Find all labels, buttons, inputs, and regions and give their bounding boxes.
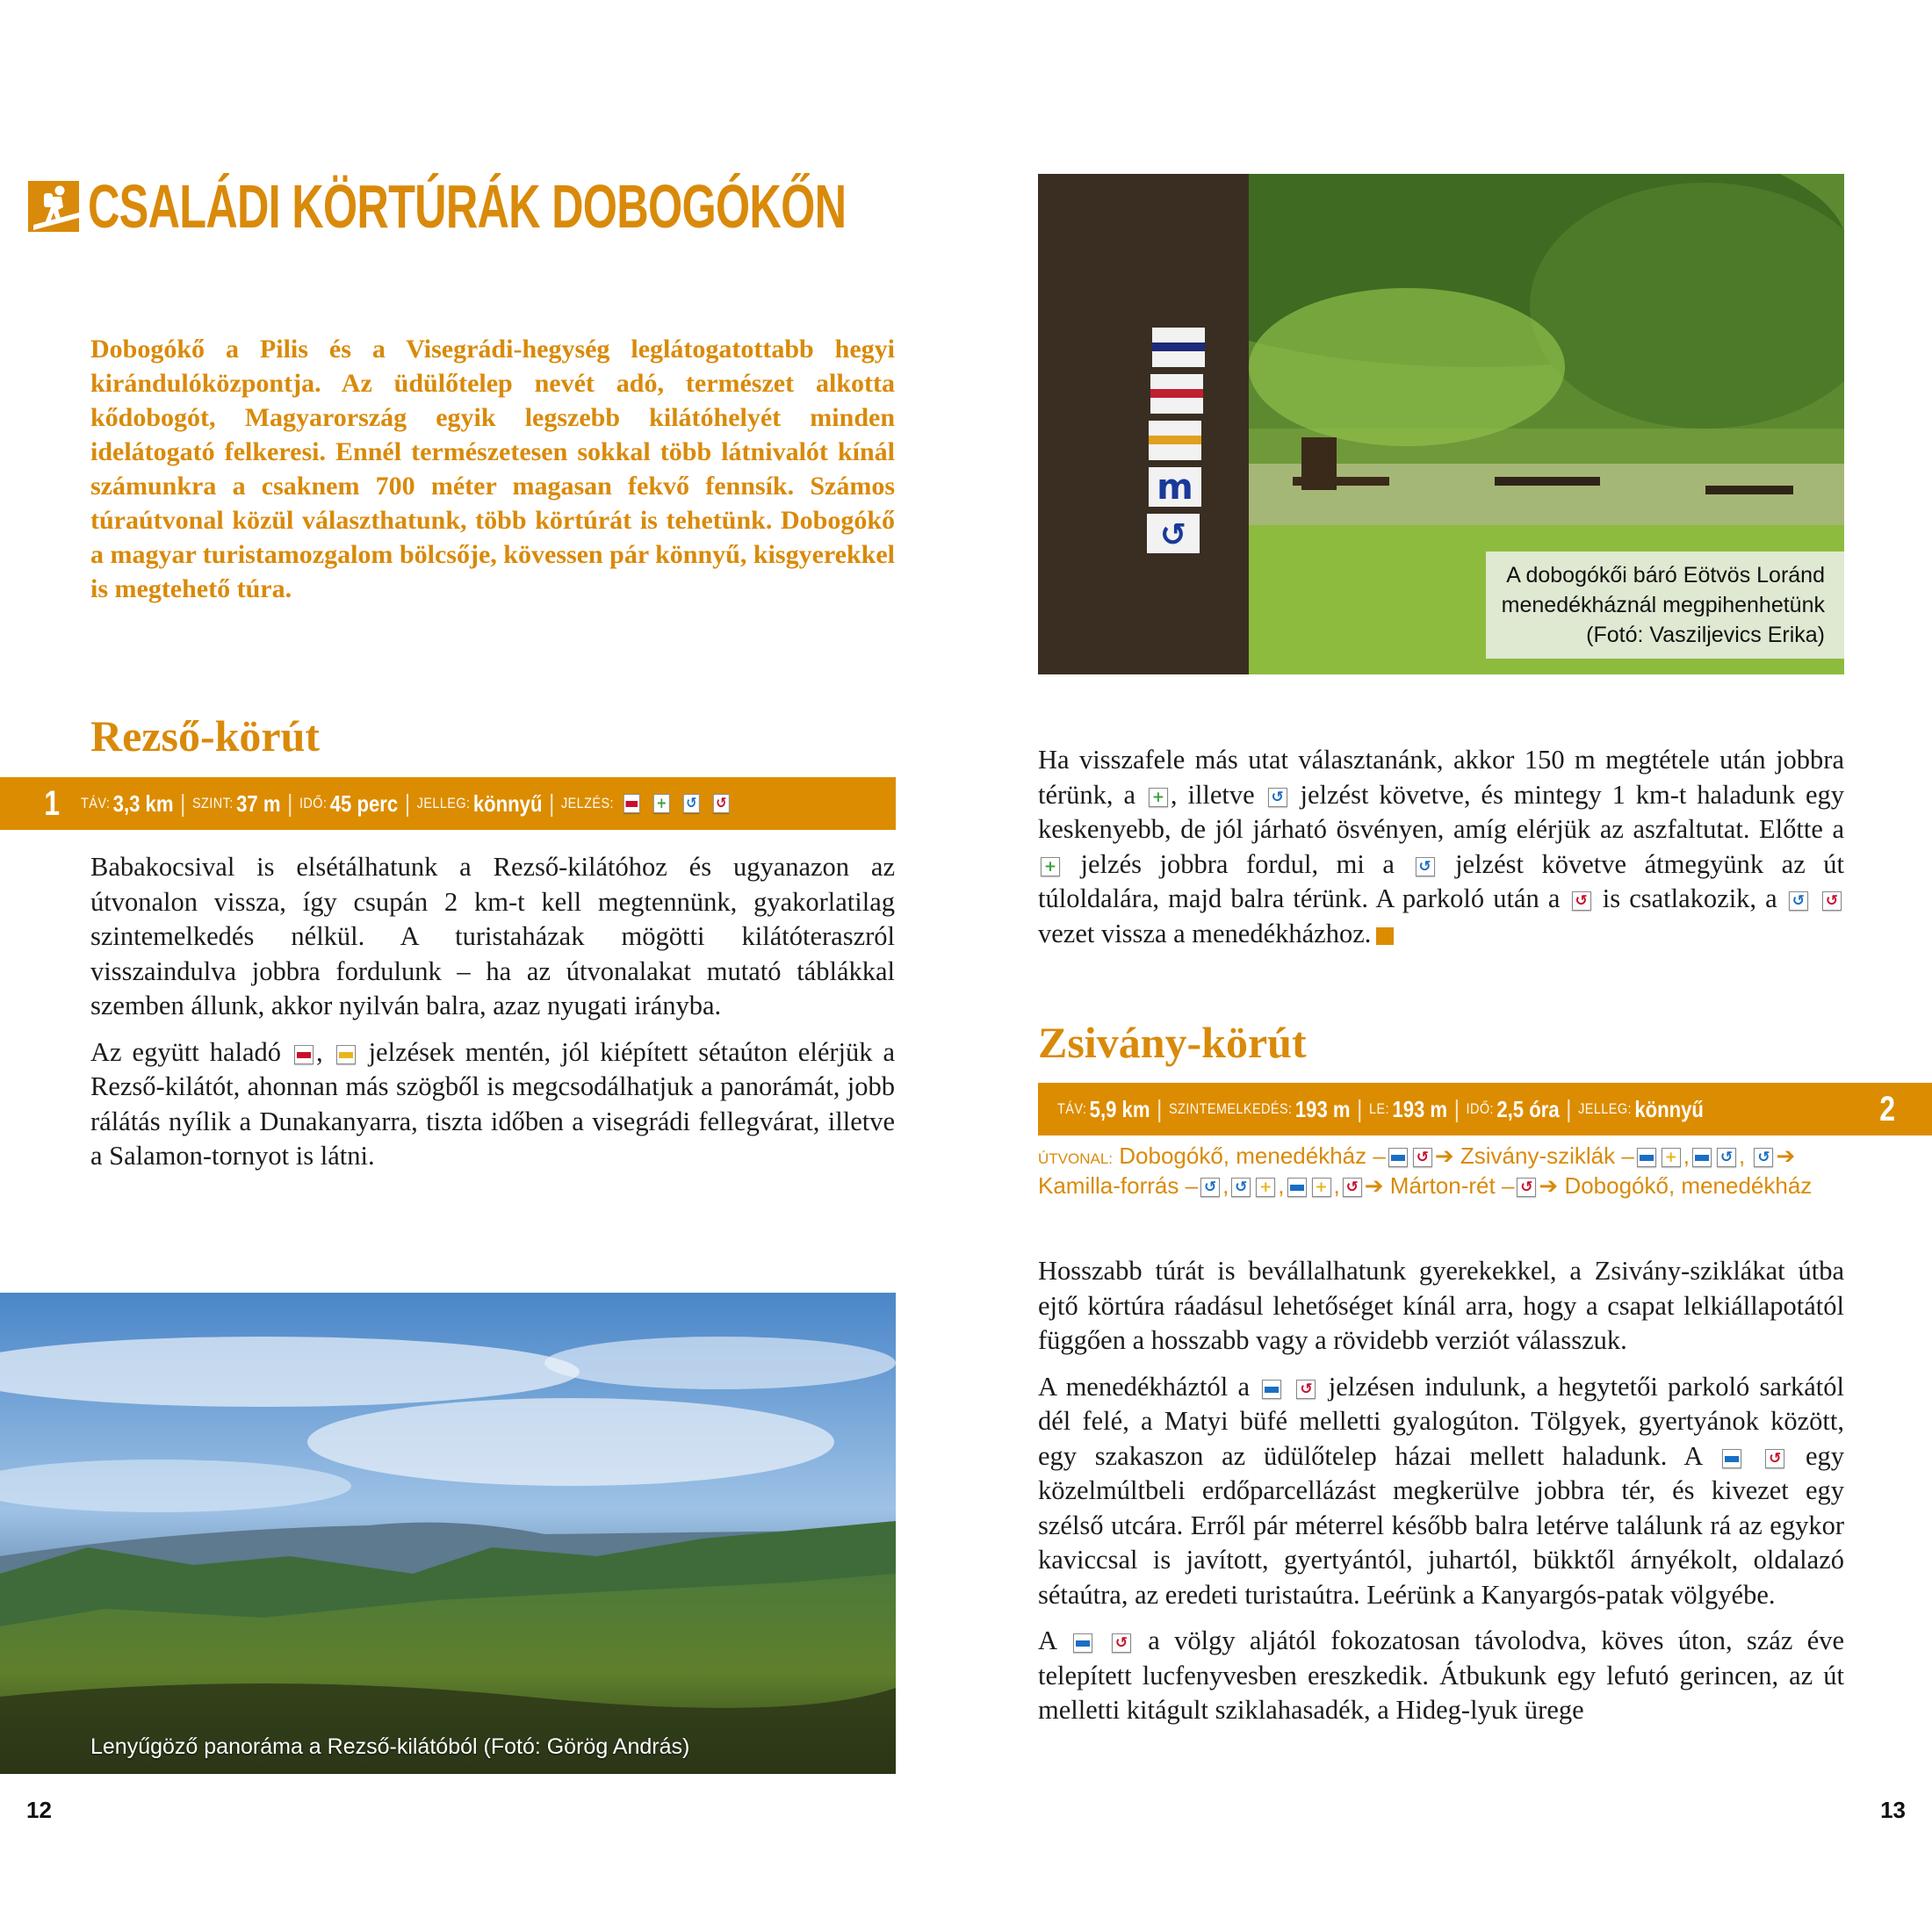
- text-span: jelzések mentén, jól kiépített sétaúton elérjük a Rezső-kilátót, ahonnan más szögből is megcsodálhatjuk a panorámát, jobb rálátás nyílik a Dunakanyarra, tiszta időben a visegrádi fellegvárat, illetve a Salamon-tornyot is látni.: [90, 1036, 895, 1171]
- difficulty-value: könnyű: [473, 789, 543, 817]
- red-loop-marker-icon: ↺: [1572, 891, 1591, 911]
- elevation-label: SZINT:: [192, 795, 234, 811]
- text-span: jelzést követve, és mintegy 1 km-t haladunk egy keskenyebb, de jól járható ösvényen, amíg elérjük az aszfaltutat. Előtte a: [1038, 779, 1845, 844]
- route2-stats-bar: TÁV: 5,9 km | SZINTEMELKEDÉS: 193 m | LE: 193 m | IDŐ: 2,5 óra | JELLEG: könnyű 2: [1038, 1083, 1932, 1135]
- text-span: Az együtt haladó: [90, 1036, 282, 1067]
- time-value: 2,5 óra: [1496, 1095, 1560, 1122]
- descent-value: 193 m: [1392, 1095, 1448, 1122]
- intro-paragraph: Dobogókő a Pilis és a Visegrádi-hegység leglátogatottabb hegyi kirándulóközpontja. Az üdülőtelep nevét adó, természet alkotta kődobogót, Magyarország egyik legszebb kilátóhelyét minden idelátogató felkeresi. Ennél természetesen sokkal több látnivalót kínál számunkra a csaknem 700 méter magasan fekvő fennsík. Számos túraútvonal közül választhatunk, több körtúrát is tehetünk. Dobogókő a magyar turistamozgalom bölcsője, kövessen pár könnyű, kisgyerekkel is megtehető túra.: [90, 335, 895, 603]
- arrow-icon: ➔: [1539, 1172, 1559, 1199]
- green-cross-marker-icon: +: [1041, 857, 1060, 876]
- shelter-photo-caption: [1486, 551, 1844, 659]
- blue-loop-marker-icon: ↺: [1754, 1148, 1773, 1167]
- distance-label: TÁV:: [81, 795, 111, 811]
- blue-loop-marker-icon: ↺: [1231, 1178, 1251, 1197]
- elevation-value: 193 m: [1294, 1095, 1351, 1122]
- yellow-cross-marker-icon: +: [1662, 1148, 1681, 1167]
- itinerary-stop: Márton-rét: [1389, 1172, 1496, 1199]
- text-span: ,: [316, 1036, 323, 1067]
- elevation-value: 37 m: [236, 789, 281, 817]
- text-span: Ha visszafele más utat választanánk, akkor 150 m megtétele után jobbra térünk, a: [1038, 745, 1844, 810]
- svg-text:m: m: [1157, 467, 1193, 508]
- elevation-label: SZINTEMELKEDÉS:: [1168, 1100, 1293, 1117]
- red-loop-marker-icon: ↺: [1296, 1380, 1316, 1399]
- arrow-icon: ➔: [1364, 1172, 1384, 1199]
- time-label: IDŐ:: [1466, 1100, 1494, 1117]
- end-mark-icon: [1376, 927, 1394, 945]
- text-span: is csatlakozik, a: [1602, 883, 1777, 913]
- route1-paragraph-3: [1038, 743, 1844, 951]
- blue-stripe-marker-icon: [1637, 1148, 1656, 1167]
- route2-paragraph-2: [1038, 1370, 1844, 1613]
- text-span: egy közelmúltbeli erdőparcellázást megkerülve jobbra tér, és kivezet egy szélső utcára. Erről pár méterrel később balra letérve találunk rá az egykor kaviccsal is javított, gyertyántól, juhartól, bükktől árnyékolt, oldalazó sétaútra, az eredeti turistaútra. Leérünk a Kanyargós-patak völgyébe.: [1038, 1440, 1844, 1610]
- svg-text:↺: ↺: [1159, 517, 1187, 553]
- blue-stripe-marker-icon: [1287, 1178, 1307, 1197]
- red-loop-marker-icon: ↺: [1517, 1178, 1536, 1197]
- blue-loop-marker-icon: ↺: [1717, 1148, 1736, 1167]
- route2-itinerary: ÚTVONAL: Dobogókő, menedékház – ↺ ➔ Zsivány-sziklák – + , ↺ , ↺ ➔ Kamilla-forrás – ↺ , ↺ + , + , ↺ ➔ Márton-rét – ↺ ➔ Dobogókő, menedékház: [1038, 1143, 1813, 1199]
- distance-value: 3,3 km: [112, 789, 174, 817]
- caption-line: A dobogókői báró Eötvös Loránd: [1506, 563, 1825, 588]
- text-span: A: [1038, 1626, 1056, 1655]
- blue-stripe-marker-icon: [1262, 1380, 1281, 1399]
- text-span: , illetve: [1170, 779, 1255, 810]
- red-loop-marker-icon: ↺: [1822, 891, 1842, 911]
- blue-loop-marker-icon: ↺: [1268, 788, 1287, 807]
- time-label: IDŐ:: [299, 795, 328, 811]
- hiker-icon: [28, 181, 79, 232]
- red-loop-marker-icon: ↺: [1112, 1633, 1131, 1653]
- descent-label: LE:: [1369, 1100, 1389, 1117]
- blue-stripe-marker-icon: [1692, 1148, 1712, 1167]
- text-span: vezet vissza a menedékházhoz.: [1038, 918, 1372, 948]
- route1-paragraph-2: [90, 1035, 895, 1174]
- yellow-cross-marker-icon: +: [1256, 1178, 1275, 1197]
- blue-loop-marker-icon: ↺: [683, 794, 700, 813]
- arrow-icon: ➔: [1434, 1143, 1454, 1169]
- yellow-stripe-marker-icon: [336, 1045, 356, 1064]
- chapter-header: [28, 172, 1141, 241]
- difficulty-value: könnyű: [1634, 1095, 1704, 1122]
- text-span: jelzés jobbra fordul, mi a: [1080, 848, 1395, 879]
- itinerary-stop: Dobogókő, menedékház: [1564, 1172, 1813, 1199]
- route2-paragraph-1: Hosszabb túrát is bevállalhatunk gyerekekkel, a Zsivány-sziklákat útba ejtő körtúra ráadásul lehetőséget kínál arra, hogy a csapat lelkiállapotától függően a hosszabb vagy a rövidebb verziót válasszuk.: [1038, 1256, 1844, 1355]
- route2-heading: Zsivány-körút: [1038, 1018, 1307, 1067]
- yellow-cross-marker-icon: +: [1312, 1178, 1331, 1197]
- itinerary-stop: Dobogókő, menedékház: [1119, 1143, 1367, 1169]
- distance-value: 5,9 km: [1089, 1095, 1150, 1122]
- route1-body: [90, 850, 895, 1186]
- chapter-title: CSALÁDI KÖRTÚRÁK DOBOGÓKŐN: [88, 172, 847, 241]
- blue-loop-marker-icon: ↺: [1200, 1178, 1220, 1197]
- red-stripe-marker-icon: [624, 794, 640, 813]
- itinerary-stop: Kamilla-forrás: [1038, 1172, 1179, 1199]
- red-loop-marker-icon: ↺: [1765, 1449, 1784, 1468]
- difficulty-label: JELLEG:: [1578, 1100, 1632, 1117]
- red-loop-marker-icon: ↺: [1343, 1178, 1362, 1197]
- route2-body: [1038, 1254, 1844, 1740]
- route2-paragraph-3: [1038, 1624, 1844, 1728]
- caption-line: (Fotó: Vaszilјevics Erika): [1586, 623, 1825, 647]
- page-number-right: 13: [1880, 1797, 1906, 1823]
- blue-stripe-marker-icon: [1722, 1449, 1741, 1468]
- distance-label: TÁV:: [1057, 1100, 1087, 1117]
- markers-label: JELZÉS:: [561, 795, 615, 811]
- panorama-photo: [0, 1293, 896, 1774]
- time-value: 45 perc: [330, 789, 399, 817]
- text-span: A menedékháztól a: [1038, 1371, 1250, 1402]
- caption-line: menedékháznál megpihenhetünk: [1501, 593, 1825, 617]
- green-cross-marker-icon: +: [1149, 788, 1168, 807]
- difficulty-label: JELLEG:: [416, 795, 471, 811]
- green-cross-marker-icon: +: [653, 794, 670, 813]
- text-span: a völgy aljától fokozatosan távolodva, köves úton, száz éve telepített lucfenyvesben ereszkedik. Átbukunk egy lefutó gerincen, az út melletti kitágult sziklahasadék, a Hideg-lyuk üregе: [1038, 1626, 1845, 1725]
- route1-stats-bar: 1 TÁV: 3,3 km | SZINT: 37 m | IDŐ: 45 perc | JELLEG: könnyű | JELZÉS: + ↺ ↺: [0, 777, 896, 830]
- route1-paragraph-1: Babakocsival is elsétálhatunk a Rezső-kilátóhoz és ugyanazon az útvonalon vissza, így csupán 2 km-t kell megtennünk, gyakorlatilag szintemelkedés nélkül. A turistaházak mögötti kilátóteraszról visszaindulva jobbra fordulunk – ha az útvonalakat mutató táblákkal szemben állunk, akkor nyilván balra, azaz nyugati irányba.: [90, 852, 895, 1020]
- red-loop-marker-icon: ↺: [713, 794, 730, 813]
- blue-loop-marker-icon: ↺: [1416, 857, 1435, 876]
- blue-stripe-marker-icon: [1388, 1148, 1408, 1167]
- route1-heading: Rezső-körút: [90, 711, 321, 761]
- route1-number: 1: [44, 783, 61, 823]
- itinerary-stop: Zsivány-sziklák: [1460, 1143, 1616, 1169]
- route2-number: 2: [1878, 1089, 1895, 1128]
- itinerary-label: ÚTVONAL:: [1038, 1150, 1114, 1167]
- panorama-caption: Lenyűgöző panoráma a Rezső-kilátóból (Fotó: Görög András): [90, 1734, 690, 1759]
- red-loop-marker-icon: ↺: [1413, 1148, 1432, 1167]
- text-span: jelzésen indulunk, a hegytetői parkoló sarkától dél felé, a Matyi büfé melletti gyalogúton. Tölgyek, gyertyánok között, egy szakaszon az üdülőtelep házai mellett haladunk. A: [1038, 1371, 1845, 1471]
- text-span: jelzést követve átmegyünk az út túloldalára, majd balra térünk. A parkoló után a: [1038, 848, 1845, 913]
- blue-stripe-marker-icon: [1073, 1633, 1092, 1653]
- blue-loop-marker-icon: ↺: [1789, 891, 1808, 911]
- arrow-icon: ➔: [1776, 1143, 1796, 1169]
- page-number-left: 12: [26, 1797, 52, 1823]
- shelter-photo: [1038, 174, 1844, 674]
- red-stripe-marker-icon: [294, 1045, 314, 1064]
- route1-continued: [1038, 743, 1844, 962]
